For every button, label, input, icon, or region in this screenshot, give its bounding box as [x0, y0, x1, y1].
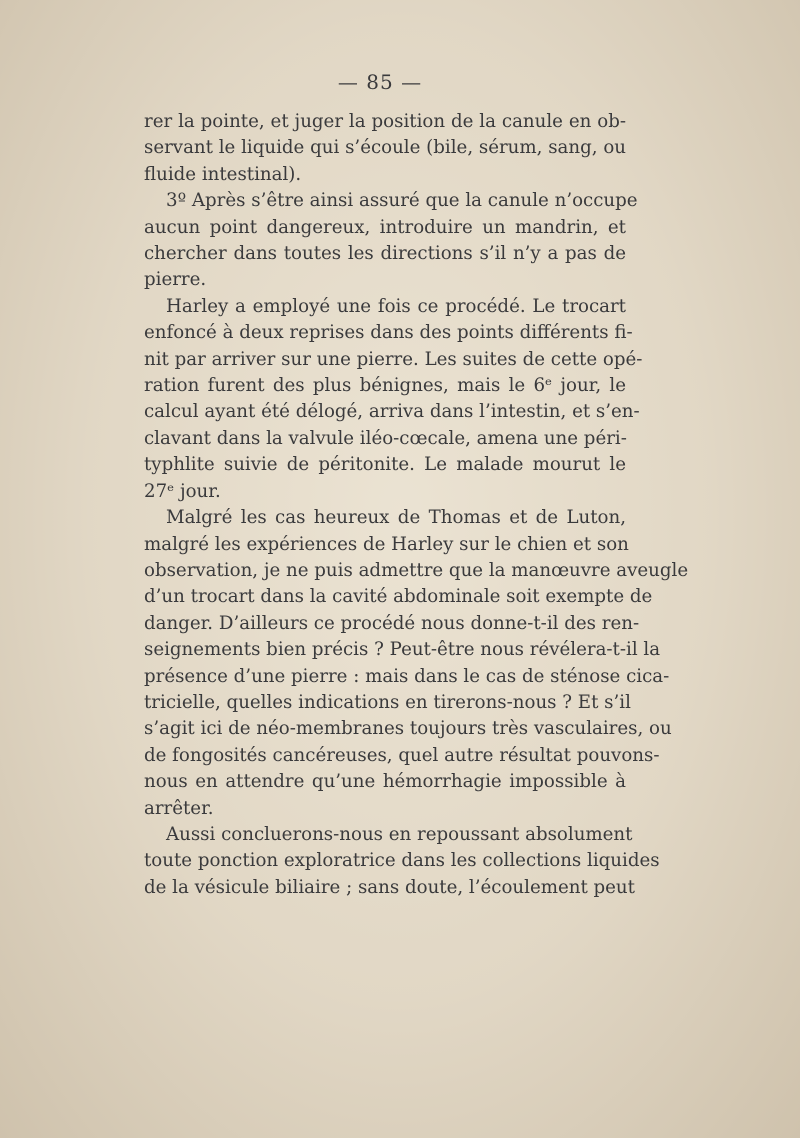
text-line: tricielle, quelles indications en tirerons-nous ? Et s’il — [144, 691, 631, 713]
paragraph — [144, 294, 643, 505]
text-line: servant le liquide qui s’écoule (bile, sérum, sang, ou — [144, 137, 626, 159]
text-line: typhlite suivie de péritonite. Le malade mourut le — [144, 454, 626, 476]
text-line: nous en attendre qu’une hémorrhagie impossible à — [144, 771, 626, 793]
text-line: ration furent des plus bénignes, mais le 6ᵉ jour, le — [144, 375, 626, 397]
text-line: malgré les expériences de Harley sur le chien et son — [144, 533, 629, 555]
text-line: fluide intestinal). — [144, 163, 302, 185]
text-line: Aussi concluerons-nous en repoussant absolument — [166, 823, 633, 845]
paragraph — [144, 188, 638, 294]
text-line: rer la pointe, et juger la position de la canule en ob- — [144, 111, 626, 132]
text-line: seignements bien précis ? Peut-être nous révélera-t-il la — [144, 639, 661, 661]
text-line: chercher dans toutes les directions s’il n’y a pas de — [144, 243, 626, 265]
paragraph — [144, 505, 689, 822]
text-line: aucun point dangereux, introduire un mandrin, et — [144, 216, 626, 238]
text-line: toute ponction exploratrice dans les collections liquides — [144, 850, 660, 872]
page-number: — 85 — — [337, 70, 423, 94]
paragraph — [144, 822, 660, 901]
text-line: de la vésicule biliaire ; sans doute, l’écoulement peut — [144, 876, 635, 898]
text-line: pierre. — [144, 269, 207, 291]
text-line: observation, je ne puis admettre que la manœuvre aveugle — [144, 559, 689, 581]
text-line: Harley a employé une fois ce procédé. Le trocart — [166, 295, 626, 317]
text-line: Malgré les cas heureux de Thomas et de Luton, — [166, 507, 626, 529]
body-text — [144, 109, 689, 901]
text-line: 27ᵉ jour. — [144, 480, 221, 502]
text-line: nit par arriver sur une pierre. Les suites de cette opé- — [144, 348, 643, 370]
text-line: calcul ayant été délogé, arriva dans l’intestin, et s’en- — [144, 401, 640, 423]
text-line: de fongosités cancéreuses, quel autre résultat pouvons- — [144, 744, 660, 766]
paragraph — [144, 109, 626, 188]
text-line: enfoncé à deux reprises dans des points différents fi- — [144, 322, 633, 344]
text-line: 3º Après s’être ainsi assuré que la canule n’occupe — [166, 190, 638, 212]
text-line: s’agit ici de néo-membranes toujours très vasculaires, ou — [144, 718, 672, 740]
text-line: arrêter. — [144, 797, 214, 819]
text-line: clavant dans la valvule iléo-cœcale, amena une péri- — [144, 427, 627, 449]
text-line: présence d’une pierre : mais dans le cas de sténose cica- — [144, 665, 670, 687]
text-line: d’un trocart dans la cavité abdominale soit exempte de — [144, 586, 653, 608]
text-line: danger. D’ailleurs ce procédé nous donne-t-il des ren- — [144, 612, 640, 634]
